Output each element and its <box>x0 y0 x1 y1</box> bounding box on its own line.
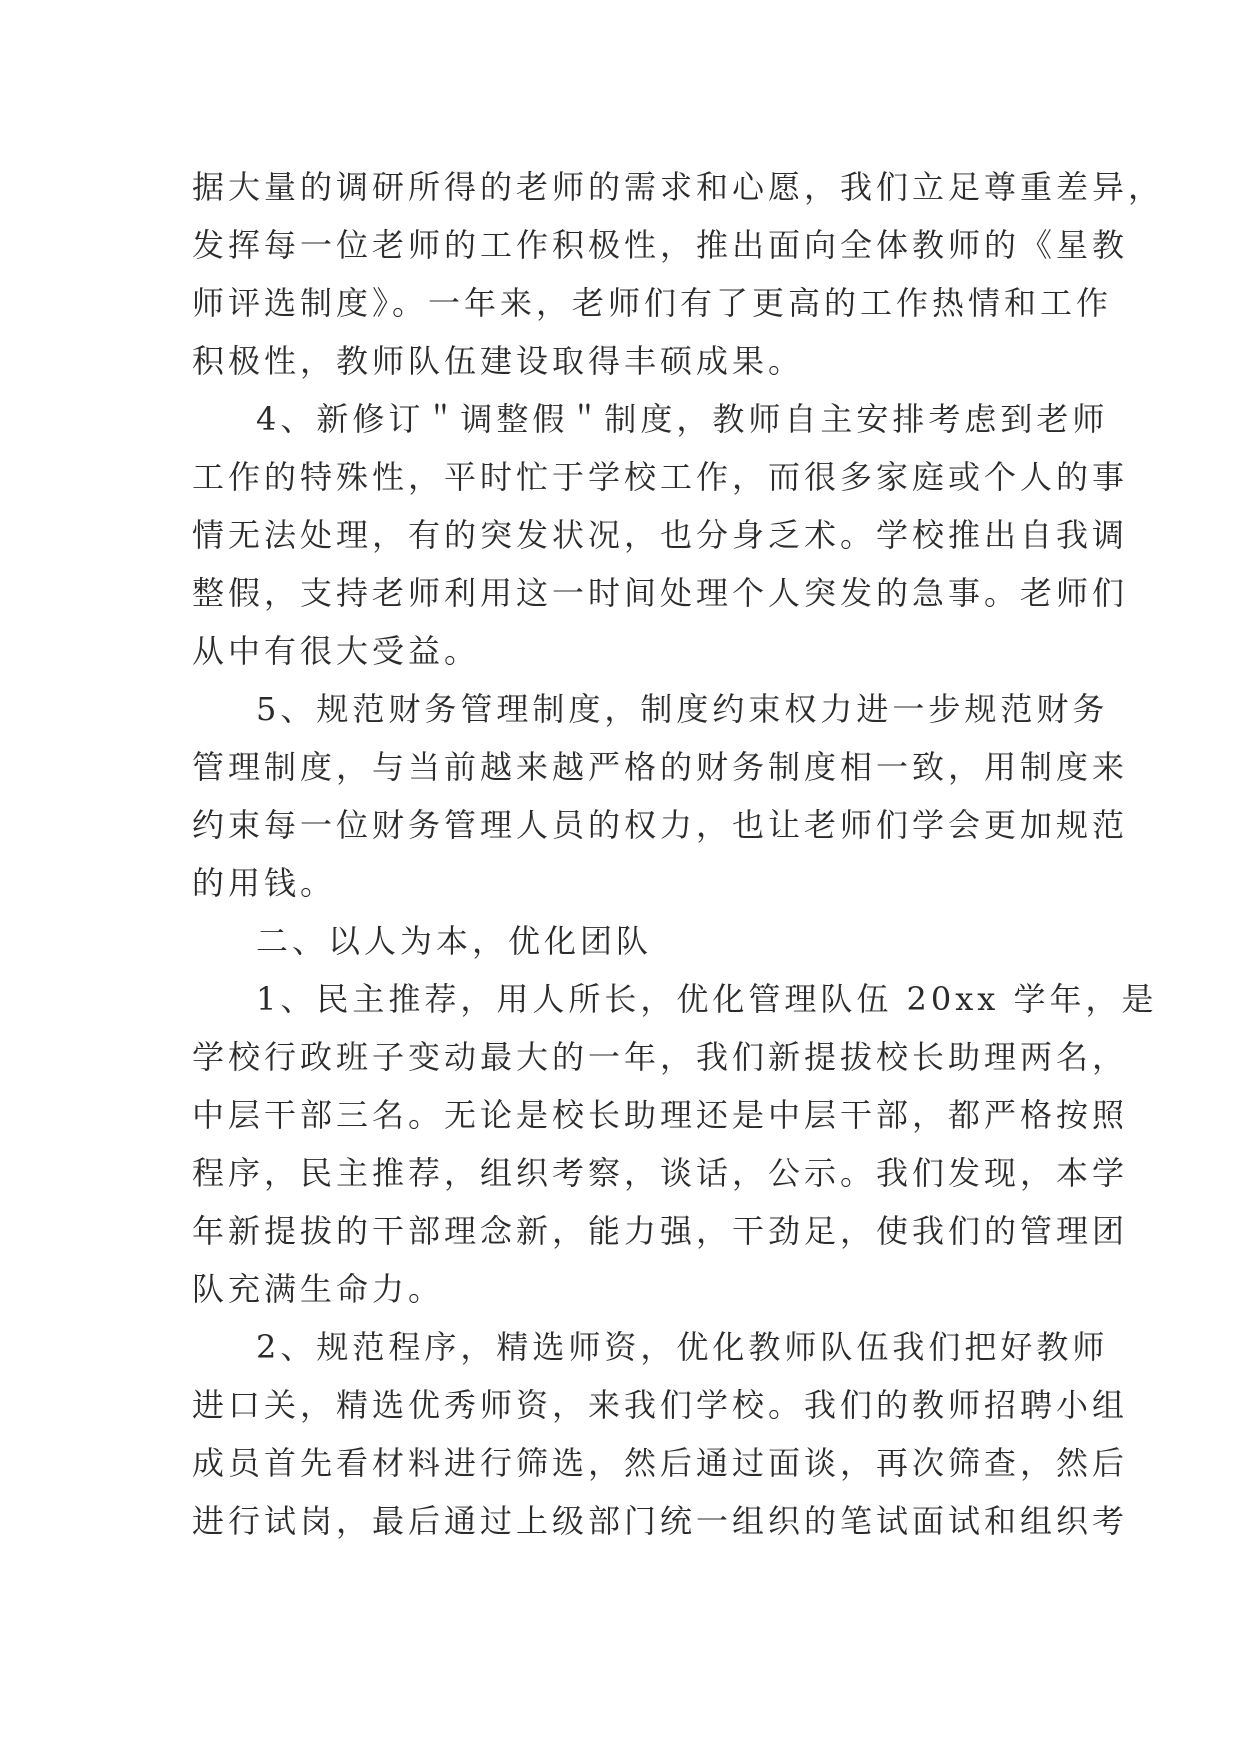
text-line: 的用钱。 <box>192 864 337 902</box>
text-line: 工作的特殊性，平时忙于学校工作，而很多家庭或个人的事 <box>192 458 1129 496</box>
text-line: 积极性，教师队伍建设取得丰硕成果。 <box>192 342 805 380</box>
text-line: 成员首先看材料进行筛选，然后通过面谈，再次筛查，然后 <box>192 1444 1129 1482</box>
text-line: 据大量的调研所得的老师的需求和心愿，我们立足尊重差异， <box>192 168 1165 206</box>
text-line: 进口关，精选优秀师资，来我们学校。我们的教师招聘小组 <box>192 1386 1129 1424</box>
text-line: 2、规范程序，精选师资，优化教师队伍我们把好教师 <box>256 1328 1109 1366</box>
text-line: 整假，支持老师利用这一时间处理个人突发的急事。老师们 <box>192 574 1129 612</box>
text-line: 管理制度，与当前越来越严格的财务制度相一致，用制度来 <box>192 748 1129 786</box>
text-line: 二、以人为本，优化团队 <box>256 922 653 960</box>
text-line: 约束每一位财务管理人员的权力，也让老师们学会更加规范 <box>192 806 1129 844</box>
text-line: 1、民主推荐，用人所长，优化管理队伍 20xx 学年，是 <box>256 980 1158 1018</box>
text-line: 从中有很大受益。 <box>192 632 481 670</box>
body-text <box>192 158 1165 1550</box>
text-line: 5、规范财务管理制度，制度约束权力进一步规范财务 <box>256 690 1109 728</box>
text-line: 中层干部三名。无论是校长助理还是中层干部，都严格按照 <box>192 1096 1129 1134</box>
text-line: 年新提拔的干部理念新，能力强，干劲足，使我们的管理团 <box>192 1212 1129 1250</box>
text-line: 情无法处理，有的突发状况，也分身乏术。学校推出自我调 <box>192 516 1129 554</box>
text-line: 师评选制度》。一年来，老师们有了更高的工作热情和工作 <box>192 284 1113 322</box>
text-line: 程序，民主推荐，组织考察，谈话，公示。我们发现，本学 <box>192 1154 1129 1192</box>
text-line: 4、新修订＂调整假＂制度，教师自主安排考虑到老师 <box>256 400 1109 438</box>
text-line: 进行试岗，最后通过上级部门统一组织的笔试面试和组织考 <box>192 1502 1129 1540</box>
text-line: 发挥每一位老师的工作积极性，推出面向全体教师的《星教 <box>192 226 1129 264</box>
text-line: 队充满生命力。 <box>192 1270 445 1308</box>
text-line: 学校行政班子变动最大的一年，我们新提拔校长助理两名， <box>192 1038 1129 1076</box>
